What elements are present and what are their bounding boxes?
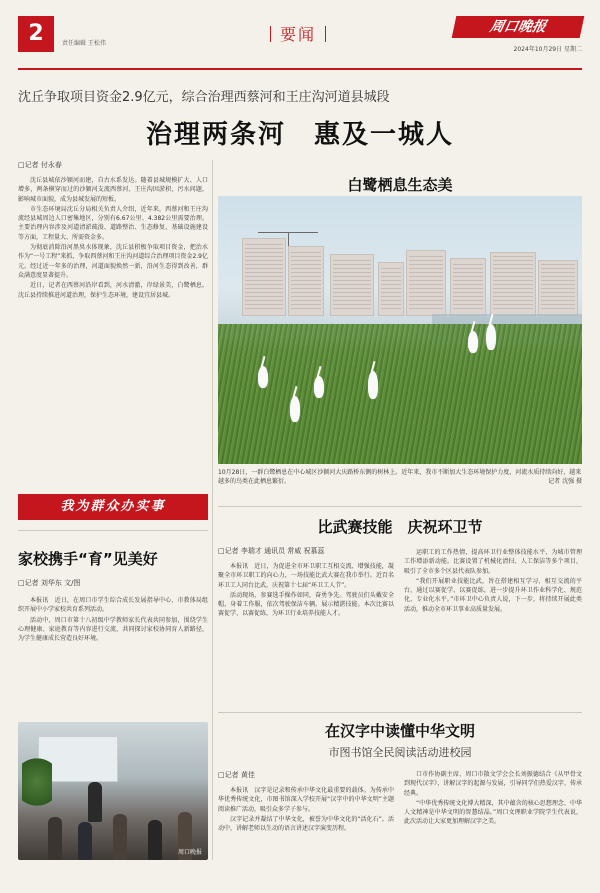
lead-byline: □记者 付永春 — [18, 161, 62, 169]
story2-headline: 家校携手“育”见美好 — [18, 550, 158, 568]
person-figure — [88, 782, 102, 822]
building — [450, 258, 486, 316]
section-rule — [218, 506, 582, 507]
lead-paragraph: 沈丘县城依沙颍河而建，自古水系发达。随着县城规模扩大、人口增多，两条横穿而过的沙颍河支流西蔡河、王庄沟因淤积、污水问题，影响城市面貌，成为县城发展的短板。 — [18, 177, 208, 203]
egret — [486, 324, 496, 350]
egret — [290, 396, 300, 422]
lead-subhead: 沈丘争取项目资金2.9亿元，综合治理西蔡河和王庄沟河道县城段 — [18, 90, 390, 105]
header-rule — [18, 68, 582, 70]
story5-paragraph: 本报讯 汉字是记录和传承中华文化最重要的载体。为传承中华优秀传统文化，市图书馆深入学校开展“汉字中的中华文明”主题阅读推广活动，吸引众多学子参与。 — [218, 787, 394, 813]
building — [490, 252, 536, 316]
reed-bed — [218, 324, 582, 464]
photo-credit: 记者 沈强 摄 — [548, 478, 582, 485]
story5-paragraph: “中华优秀传统文化博大精深，其中蕴含的核心思想理念、中华人文精神是中华文明的智慧结晶。”周口文理职业学院学生代表说，此次活动让大家更加理解汉字之美。 — [404, 799, 582, 826]
person-figure — [113, 814, 127, 860]
story4-column — [218, 562, 394, 620]
story2-paragraph: 本报讯 近日，在周口市学生综合成长发展指导中心，市教体局组织开展中小学家校共育系列活动。 — [18, 597, 208, 614]
building — [538, 260, 578, 316]
egret — [314, 376, 324, 398]
story2-body — [18, 596, 208, 644]
masthead — [18, 16, 582, 66]
story5-paragraph: 汉字记录并凝结了中华文化，被誉为中华文化的“活化石”。活动中，讲解老师以生动的语言讲述汉字演变历程。 — [218, 815, 394, 833]
issue-date: 2024年10月29日 星期二 — [513, 46, 582, 53]
building — [288, 246, 324, 316]
section-rule — [218, 712, 582, 713]
photo-caption — [218, 468, 582, 486]
photo-watermark: 周口晚报 — [177, 849, 202, 856]
lead-article — [18, 160, 208, 301]
lead-paragraph: 近日，记者在西蔡河沿岸看到，河水清澈，岸绿景美，白鹭栖息。沈丘县持续推进河道治理，保护生态环境，建设宜居县城。 — [18, 282, 208, 299]
egret — [368, 371, 378, 399]
lead-paragraph: 为彻底消除沿河黑臭水体现象，沈丘县积极争取项目资金，把治水作为“一号工程”来抓，争取西蔡河和王庄沟河道综合治理项目资金2.9亿元。经过近一年多的治理，河道面貌焕然一新，沿河生态得到改善，群众满意度显著提升。 — [18, 244, 208, 279]
section-title: 要闻 — [280, 22, 316, 45]
story5-headline: 在汉字中读懂中华文明 — [324, 722, 475, 740]
building — [378, 262, 404, 316]
caption-text: 10月28日，一群白鹭栖息在中心城区沙颍河大庆路桥东侧的树林上。近年来，我市不断加大生态环境保护力度，河流水质持续向好，越来越多的鸟类在此栖息繁衍。 — [218, 469, 582, 485]
story5-paragraph: 口市作协副主席、周口市散文学会会长刘振德结合《从甲骨文到现代汉字》，讲解汉字的起源与发展，引导同学们热爱汉字、传承经典。 — [404, 771, 582, 797]
egret-photo — [218, 196, 582, 464]
story5-column — [218, 786, 394, 834]
egret — [258, 366, 268, 388]
page-number: 2 — [18, 16, 54, 52]
plant-decoration — [22, 752, 52, 812]
story4-headline: 比武赛技能 庆祝环卫节 — [317, 518, 483, 536]
story5-subhead: 市图书馆全民阅读活动进校园 — [328, 746, 472, 759]
story4-paragraph: 活动现场，参赛选手操作如同，奋勇争先。驾驶员们头戴安全帽，身着工作服，依次驾驶保洁车辆，展示精湛技能。本次比赛以赛促学、以赛促练，为环卫行业培养技能人才。 — [218, 591, 394, 618]
column-divider — [212, 160, 213, 860]
lead-body — [18, 176, 208, 300]
lead-headline: 治理两条河 惠及一城人 — [145, 120, 454, 150]
story4-byline: □记者 李瑞才 通讯员 常威 祝慕蕊 — [218, 547, 325, 555]
lead-paragraph: 市生态环境局沈丘分局相关负责人介绍，近年来，西蔡河和王庄沟流经县城周边人口密集地区，分别有6.67公里、4.382公里需要治理。主要治理内容涉及河道清淤疏浚、道路整治、生态修复、基础设施建设等方面，工程量大、所需资金多。 — [18, 205, 208, 241]
person-figure — [78, 822, 92, 860]
story4-paragraph: 运职工的工作热情，提高环卫行业整体技能水平，为城市管理工作增添新动能。比赛设置了机械化清扫、人工保洁等多个项目，吸引了全市多个区县代表队参加。 — [404, 549, 582, 575]
story4-column — [404, 548, 582, 615]
story4-paragraph: “我们开展职业技能比武，旨在搭建相互学习、相互交流的平台，通过以赛促学、以赛促练，进一步提升环卫作业科学化、规范化、专业化水平。”市环卫中心负责人说，下一步，将持续开展此类活动，推动全市环卫事业高质量发展。 — [404, 577, 582, 613]
building — [330, 254, 374, 316]
building — [406, 250, 446, 316]
building — [242, 238, 286, 316]
person-figure — [148, 820, 162, 860]
egret — [468, 331, 478, 353]
editor-credit: 责任编辑 王松伟 — [62, 40, 106, 47]
section-rule — [18, 530, 208, 531]
story5-byline: □记者 黄佳 — [218, 771, 255, 779]
classroom-photo — [18, 722, 208, 860]
person-figure — [48, 817, 62, 860]
newspaper-logo: 周口晚报 — [452, 16, 585, 38]
story2-byline: □记者 刘华东 文/图 — [18, 579, 81, 587]
story4-paragraph: 本报讯 近日，为促进全市环卫职工互相交流、增强技能，凝聚全市环卫职工的向心力，一场技能比武大赛在我市举行。近百名环卫工人同台比武，庆祝第十七届“环卫工人节”。 — [218, 563, 394, 589]
story2-paragraph: 活动中，周口市第十八初级中学教师家长代表共同参加，围绕学生心理健康、家庭教育等内容进行交流，共同探讨家校协同育人新路径，为学生健康成长营造良好环境。 — [18, 616, 208, 643]
campaign-banner: 我为群众办实事 — [18, 494, 208, 520]
story3-headline: 白鹭栖息生态美 — [347, 176, 453, 194]
story5-column — [404, 770, 582, 828]
